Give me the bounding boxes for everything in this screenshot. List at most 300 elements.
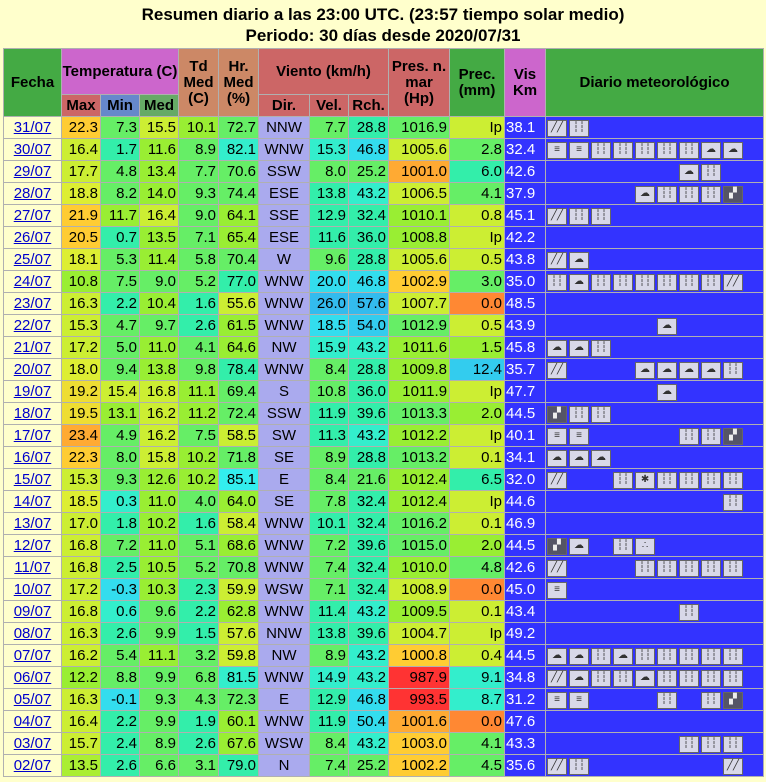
- med-cell: 16.2: [140, 425, 179, 447]
- prec-cell: 4.1: [450, 733, 505, 755]
- wind-dir-cell: E: [259, 469, 310, 491]
- vel-cell: 14.9: [310, 667, 349, 689]
- med-cell: 10.4: [140, 293, 179, 315]
- prec-cell: 8.7: [450, 689, 505, 711]
- diary-cell: [546, 557, 764, 579]
- rain-icon: ┆┆: [569, 758, 589, 775]
- wind-dir-cell: S: [259, 381, 310, 403]
- pres-cell: 1009.8: [389, 359, 450, 381]
- pres-cell: 1011.6: [389, 337, 450, 359]
- rch-cell: 57.6: [349, 293, 389, 315]
- date-cell: [4, 557, 62, 579]
- rain-icon: ┆┆: [701, 274, 721, 291]
- max-cell: 12.2: [62, 667, 101, 689]
- rain-icon: ┆┆: [657, 670, 677, 687]
- diary-cell: [546, 711, 764, 733]
- td-cell: 6.8: [179, 667, 219, 689]
- diary-cell: [546, 623, 764, 645]
- pres-cell: 1015.0: [389, 535, 450, 557]
- date-link[interactable]: 30/07: [13, 141, 52, 158]
- header-temperatura: Temperatura (C): [62, 49, 179, 95]
- rain-icon: ┆┆: [635, 648, 655, 665]
- date-link[interactable]: 20/07: [13, 361, 52, 378]
- hr-cell: 68.6: [219, 535, 259, 557]
- date-cell: [4, 381, 62, 403]
- vel-cell: 10.1: [310, 513, 349, 535]
- date-link[interactable]: 29/07: [13, 163, 52, 180]
- td-cell: 11.1: [179, 381, 219, 403]
- td-cell: 7.5: [179, 425, 219, 447]
- hr-cell: 77.0: [219, 271, 259, 293]
- date-link[interactable]: 15/07: [13, 471, 52, 488]
- diary-cell: [546, 337, 764, 359]
- hr-cell: 62.8: [219, 601, 259, 623]
- drizzle-icon: ╱╱: [547, 362, 567, 379]
- hr-cell: 85.1: [219, 469, 259, 491]
- date-cell: [4, 139, 62, 161]
- rch-cell: 28.8: [349, 359, 389, 381]
- rain-icon: ┆┆: [657, 472, 677, 489]
- pres-cell: 1002.9: [389, 271, 450, 293]
- vel-cell: 15.9: [310, 337, 349, 359]
- prec-cell: 0.0: [450, 711, 505, 733]
- drizzle-icon: ╱╱: [723, 758, 743, 775]
- td-cell: 7.7: [179, 161, 219, 183]
- wind-dir-cell: WNW: [259, 513, 310, 535]
- date-link[interactable]: 10/07: [13, 581, 52, 598]
- header-diario: Diario meteorológico: [546, 49, 764, 117]
- prec-cell: 2.8: [450, 139, 505, 161]
- pres-cell: 1016.9: [389, 117, 450, 139]
- header-prec: Prec. (mm): [450, 49, 505, 117]
- max-cell: 18.0: [62, 359, 101, 381]
- date-cell: [4, 315, 62, 337]
- header-max: Max: [62, 95, 101, 117]
- max-cell: 15.3: [62, 315, 101, 337]
- max-cell: 10.8: [62, 271, 101, 293]
- med-cell: 9.0: [140, 271, 179, 293]
- date-link[interactable]: 17/07: [13, 427, 52, 444]
- vel-cell: 15.3: [310, 139, 349, 161]
- diary-cell: [546, 535, 764, 557]
- date-cell: [4, 469, 62, 491]
- rch-cell: 28.8: [349, 117, 389, 139]
- vis-cell: 32.4: [505, 139, 546, 161]
- rch-cell: 28.8: [349, 447, 389, 469]
- pres-cell: 1003.0: [389, 733, 450, 755]
- wind-dir-cell: WNW: [259, 601, 310, 623]
- date-link[interactable]: 05/07: [13, 691, 52, 708]
- title-line-2: Periodo: 30 días desde 2020/07/31: [245, 26, 521, 45]
- showers-icon: ☁: [569, 670, 589, 687]
- diary-cell: [546, 183, 764, 205]
- pres-cell: 1011.9: [389, 381, 450, 403]
- drizzle-icon: ╱╱: [547, 208, 567, 225]
- table-row: [4, 491, 764, 513]
- table-row: [4, 645, 764, 667]
- vel-cell: 11.4: [310, 601, 349, 623]
- pres-cell: 1012.2: [389, 425, 450, 447]
- med-cell: 15.8: [140, 447, 179, 469]
- vel-cell: 7.4: [310, 755, 349, 777]
- date-link[interactable]: 13/07: [13, 515, 52, 532]
- diary-cell: [546, 315, 764, 337]
- rain-icon: ┆┆: [723, 670, 743, 687]
- fog-icon: ≡: [569, 692, 589, 709]
- hr-cell: 67.6: [219, 733, 259, 755]
- max-cell: 21.9: [62, 205, 101, 227]
- td-cell: 2.2: [179, 601, 219, 623]
- diary-cell: [546, 359, 764, 381]
- date-cell: [4, 249, 62, 271]
- td-cell: 9.0: [179, 205, 219, 227]
- pres-cell: 1006.5: [389, 183, 450, 205]
- min-cell: 9.3: [101, 469, 140, 491]
- med-cell: 14.0: [140, 183, 179, 205]
- fog-icon: ≡: [569, 428, 589, 445]
- header-hr: Hr. Med (%): [219, 49, 259, 117]
- min-cell: 2.6: [101, 623, 140, 645]
- diary-cell: [546, 205, 764, 227]
- date-link[interactable]: 04/07: [13, 713, 52, 730]
- header-pres: Pres. n. mar (Hp): [389, 49, 450, 117]
- rain-icon: ┆┆: [679, 472, 699, 489]
- rch-cell: 46.8: [349, 271, 389, 293]
- date-cell: [4, 689, 62, 711]
- table-row: [4, 755, 764, 777]
- drizzle-icon: ╱╱: [547, 670, 567, 687]
- diary-cell: [546, 117, 764, 139]
- td-cell: 1.9: [179, 711, 219, 733]
- date-link[interactable]: 11/07: [14, 559, 51, 576]
- rain-icon: ┆┆: [723, 494, 743, 511]
- vis-cell: 43.3: [505, 733, 546, 755]
- hr-cell: 72.3: [219, 689, 259, 711]
- prec-cell: Ip: [450, 117, 505, 139]
- med-cell: 15.5: [140, 117, 179, 139]
- rain-icon: ┆┆: [701, 560, 721, 577]
- vis-cell: 32.0: [505, 469, 546, 491]
- header-fecha: Fecha: [4, 49, 62, 117]
- wind-dir-cell: NW: [259, 645, 310, 667]
- table-row: [4, 403, 764, 425]
- wind-dir-cell: WSW: [259, 733, 310, 755]
- diary-cell: [546, 469, 764, 491]
- med-cell: 16.2: [140, 403, 179, 425]
- table-row: [4, 139, 764, 161]
- max-cell: 16.3: [62, 293, 101, 315]
- hr-cell: 57.6: [219, 623, 259, 645]
- date-cell: [4, 117, 62, 139]
- med-cell: 11.6: [140, 139, 179, 161]
- pres-cell: 1000.8: [389, 645, 450, 667]
- pres-cell: 1004.7: [389, 623, 450, 645]
- max-cell: 17.2: [62, 337, 101, 359]
- vel-cell: 8.4: [310, 359, 349, 381]
- max-cell: 16.8: [62, 601, 101, 623]
- med-cell: 16.4: [140, 205, 179, 227]
- pres-cell: 1013.3: [389, 403, 450, 425]
- min-cell: 7.2: [101, 535, 140, 557]
- hr-cell: 64.0: [219, 491, 259, 513]
- showers-icon: ☁: [591, 450, 611, 467]
- header-viento: Viento (km/h): [259, 49, 389, 95]
- prec-cell: 0.1: [450, 601, 505, 623]
- pres-cell: 987.9: [389, 667, 450, 689]
- table-row: [4, 733, 764, 755]
- date-link[interactable]: 28/07: [13, 185, 52, 202]
- max-cell: 19.2: [62, 381, 101, 403]
- showers-icon: ☁: [679, 362, 699, 379]
- table-row: [4, 513, 764, 535]
- rain-icon: ┆┆: [569, 208, 589, 225]
- title-line-1: Resumen diario a las 23:00 UTC. (23:57 tiempo solar medio): [141, 5, 625, 24]
- table-row: [4, 359, 764, 381]
- date-cell: [4, 403, 62, 425]
- vis-cell: 34.1: [505, 447, 546, 469]
- max-cell: 16.3: [62, 689, 101, 711]
- td-cell: 9.8: [179, 359, 219, 381]
- min-cell: 11.7: [101, 205, 140, 227]
- vis-cell: 44.6: [505, 491, 546, 513]
- rain-icon: ┆┆: [657, 142, 677, 159]
- wind-dir-cell: NNW: [259, 117, 310, 139]
- rch-cell: 32.4: [349, 491, 389, 513]
- date-link[interactable]: 25/07: [13, 251, 52, 268]
- vis-cell: 40.1: [505, 425, 546, 447]
- wind-dir-cell: SSE: [259, 205, 310, 227]
- date-link[interactable]: 23/07: [13, 295, 52, 312]
- rain-icon: ┆┆: [613, 142, 633, 159]
- hr-cell: 69.4: [219, 381, 259, 403]
- med-cell: 13.4: [140, 161, 179, 183]
- drizzle-icon: ╱╱: [547, 560, 567, 577]
- wind-dir-cell: NNW: [259, 623, 310, 645]
- td-cell: 1.6: [179, 513, 219, 535]
- date-link[interactable]: 27/07: [13, 207, 52, 224]
- rain-icon: ┆┆: [613, 472, 633, 489]
- table-row: [4, 601, 764, 623]
- date-link[interactable]: 06/07: [13, 669, 52, 686]
- rain-icon: ┆┆: [679, 428, 699, 445]
- fog-icon: ≡: [547, 582, 567, 599]
- vis-cell: 48.5: [505, 293, 546, 315]
- date-link[interactable]: 12/07: [13, 537, 52, 554]
- med-cell: 11.1: [140, 645, 179, 667]
- td-cell: 5.2: [179, 557, 219, 579]
- date-link[interactable]: 26/07: [13, 229, 52, 246]
- max-cell: 16.4: [62, 139, 101, 161]
- drizzle-icon: ╱╱: [547, 252, 567, 269]
- wind-dir-cell: WNW: [259, 271, 310, 293]
- pres-cell: 1009.5: [389, 601, 450, 623]
- rain-icon: ┆┆: [679, 648, 699, 665]
- min-cell: 0.7: [101, 227, 140, 249]
- hr-cell: 58.4: [219, 513, 259, 535]
- table-row: [4, 447, 764, 469]
- med-cell: 11.4: [140, 249, 179, 271]
- vis-cell: 43.4: [505, 601, 546, 623]
- min-cell: 1.7: [101, 139, 140, 161]
- rch-cell: 43.2: [349, 667, 389, 689]
- rain-icon: ┆┆: [591, 142, 611, 159]
- showers-icon: ☁: [657, 318, 677, 335]
- wind-dir-cell: WNW: [259, 359, 310, 381]
- min-cell: 0.6: [101, 601, 140, 623]
- header-dir: Dir.: [259, 95, 310, 117]
- rain-icon: ┆┆: [701, 736, 721, 753]
- date-link[interactable]: 14/07: [13, 493, 52, 510]
- hr-cell: 59.9: [219, 579, 259, 601]
- rain-icon: ┆┆: [701, 670, 721, 687]
- fog-icon: ≡: [547, 142, 567, 159]
- date-cell: [4, 755, 62, 777]
- date-cell: [4, 733, 62, 755]
- max-cell: 20.5: [62, 227, 101, 249]
- date-link[interactable]: 18/07: [13, 405, 52, 422]
- date-link[interactable]: 24/07: [13, 273, 52, 290]
- header-rch: Rch.: [349, 95, 389, 117]
- date-link[interactable]: 21/07: [13, 339, 52, 356]
- wind-dir-cell: SSW: [259, 403, 310, 425]
- diary-cell: [546, 447, 764, 469]
- rain-icon: ┆┆: [679, 274, 699, 291]
- table-row: [4, 117, 764, 139]
- date-link[interactable]: 31/07: [13, 119, 52, 136]
- wind-dir-cell: SW: [259, 425, 310, 447]
- prec-cell: 6.0: [450, 161, 505, 183]
- rain-icon: ┆┆: [723, 362, 743, 379]
- rain-icon: ┆┆: [591, 406, 611, 423]
- rch-cell: 50.4: [349, 711, 389, 733]
- hr-cell: 64.6: [219, 337, 259, 359]
- table-row: [4, 535, 764, 557]
- diary-cell: [546, 249, 764, 271]
- min-cell: 4.8: [101, 161, 140, 183]
- pres-cell: 993.5: [389, 689, 450, 711]
- rain-icon: ┆┆: [613, 670, 633, 687]
- wind-dir-cell: WSW: [259, 579, 310, 601]
- vis-cell: 42.6: [505, 557, 546, 579]
- prec-cell: 2.0: [450, 535, 505, 557]
- prec-cell: 0.5: [450, 249, 505, 271]
- drizzle-icon: ╱╱: [547, 120, 567, 137]
- diary-cell: [546, 403, 764, 425]
- td-cell: 10.2: [179, 447, 219, 469]
- date-link[interactable]: 02/07: [13, 757, 52, 774]
- date-link[interactable]: 16/07: [13, 449, 52, 466]
- header-med: Med: [140, 95, 179, 117]
- pres-cell: 1016.2: [389, 513, 450, 535]
- rain-icon: ┆┆: [591, 274, 611, 291]
- rain-icon: ┆┆: [701, 472, 721, 489]
- diary-cell: [546, 733, 764, 755]
- showers-icon: ☁: [635, 670, 655, 687]
- diary-cell: [546, 227, 764, 249]
- rch-cell: 32.4: [349, 579, 389, 601]
- prec-cell: 9.1: [450, 667, 505, 689]
- date-cell: [4, 601, 62, 623]
- max-cell: 16.4: [62, 711, 101, 733]
- rain-icon: ┆┆: [657, 274, 677, 291]
- table-row: [4, 205, 764, 227]
- date-link[interactable]: 22/07: [13, 317, 52, 334]
- max-cell: 17.0: [62, 513, 101, 535]
- rain-icon: ┆┆: [679, 736, 699, 753]
- min-cell: -0.3: [101, 579, 140, 601]
- prec-cell: 12.4: [450, 359, 505, 381]
- date-cell: [4, 183, 62, 205]
- prec-cell: 0.5: [450, 315, 505, 337]
- vel-cell: 20.0: [310, 271, 349, 293]
- prec-cell: Ip: [450, 227, 505, 249]
- diary-cell: [546, 425, 764, 447]
- vel-cell: 7.1: [310, 579, 349, 601]
- med-cell: 6.6: [140, 755, 179, 777]
- prec-cell: Ip: [450, 425, 505, 447]
- diary-cell: [546, 161, 764, 183]
- showers-icon: ☁: [569, 252, 589, 269]
- max-cell: 15.3: [62, 469, 101, 491]
- table-row: [4, 711, 764, 733]
- vel-cell: 13.8: [310, 183, 349, 205]
- hr-cell: 70.4: [219, 249, 259, 271]
- rch-cell: 25.2: [349, 161, 389, 183]
- vel-cell: 11.6: [310, 227, 349, 249]
- showers-icon: ☁: [635, 186, 655, 203]
- table-row: [4, 293, 764, 315]
- diary-cell: [546, 645, 764, 667]
- med-cell: 10.2: [140, 513, 179, 535]
- diary-cell: [546, 491, 764, 513]
- table-row: [4, 381, 764, 403]
- min-cell: 5.3: [101, 249, 140, 271]
- date-cell: [4, 667, 62, 689]
- min-cell: 13.1: [101, 403, 140, 425]
- pres-cell: 1001.0: [389, 161, 450, 183]
- vis-cell: 37.9: [505, 183, 546, 205]
- hr-cell: 72.4: [219, 403, 259, 425]
- date-link[interactable]: 09/07: [13, 603, 52, 620]
- showers-icon: ☁: [657, 362, 677, 379]
- vis-cell: 35.6: [505, 755, 546, 777]
- hr-cell: 78.4: [219, 359, 259, 381]
- td-cell: 4.3: [179, 689, 219, 711]
- showers-icon: ☁: [701, 362, 721, 379]
- td-cell: 2.6: [179, 733, 219, 755]
- vel-cell: 8.4: [310, 733, 349, 755]
- rain-icon: ┆┆: [591, 340, 611, 357]
- date-link[interactable]: 19/07: [13, 383, 52, 400]
- date-cell: [4, 513, 62, 535]
- pres-cell: 1007.7: [389, 293, 450, 315]
- dark-rain-icon: ▞: [723, 692, 743, 709]
- diary-cell: [546, 139, 764, 161]
- min-cell: 8.2: [101, 183, 140, 205]
- prec-cell: 1.5: [450, 337, 505, 359]
- rain-icon: ┆┆: [547, 274, 567, 291]
- rain-icon: ┆┆: [613, 538, 633, 555]
- vel-cell: 26.0: [310, 293, 349, 315]
- med-cell: 9.3: [140, 689, 179, 711]
- max-cell: 15.7: [62, 733, 101, 755]
- date-link[interactable]: 08/07: [13, 625, 52, 642]
- showers-icon: ☁: [547, 340, 567, 357]
- date-link[interactable]: 03/07: [13, 735, 52, 752]
- max-cell: 22.3: [62, 447, 101, 469]
- date-link[interactable]: 07/07: [13, 647, 52, 664]
- wind-dir-cell: N: [259, 755, 310, 777]
